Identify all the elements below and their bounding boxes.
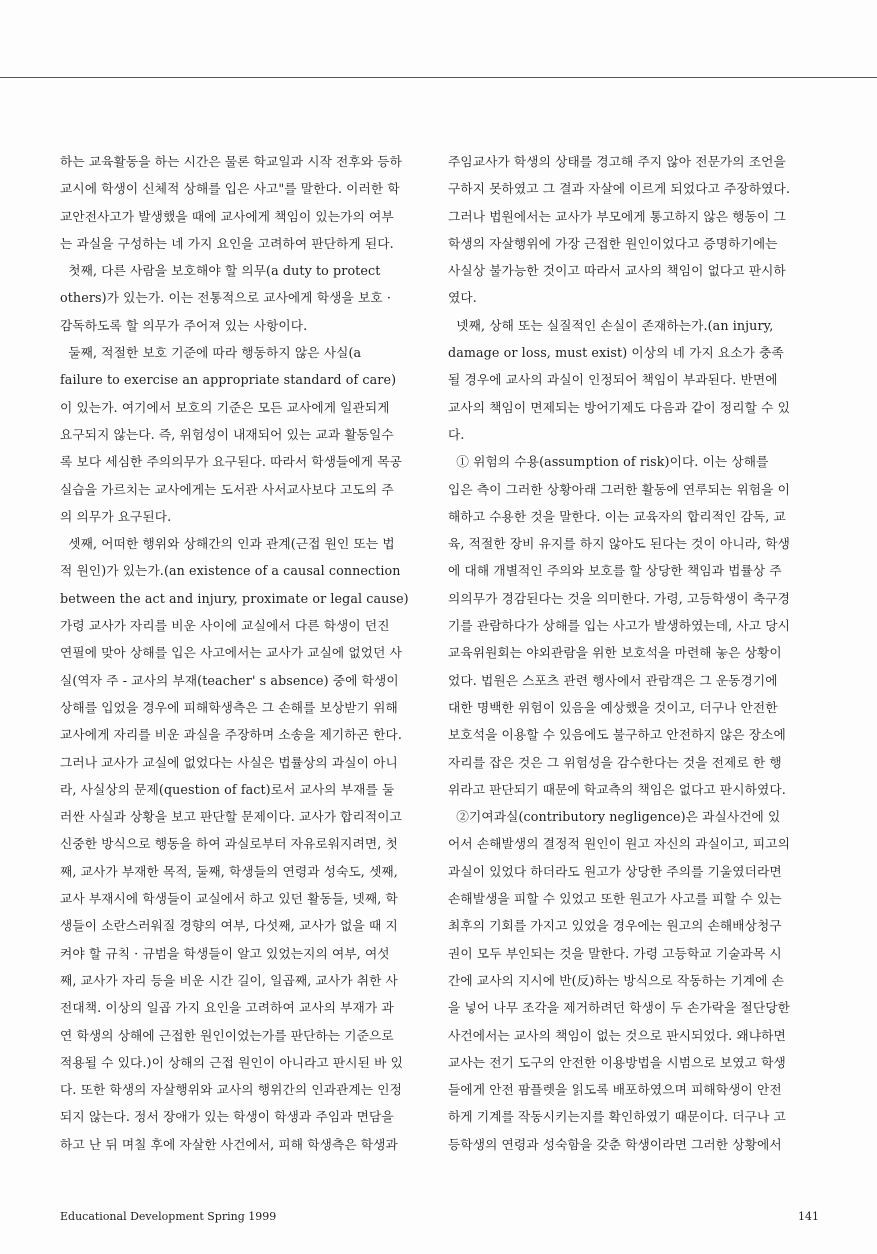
text-line: damage or loss, must exist) 이상의 네 가지 요소가 충족: [448, 345, 784, 361]
text-line: 적용될 수 있다.)이 상해의 근접 원인이 아니라고 판시된 바 있: [60, 1054, 403, 1070]
text-line: 되지 않는다. 정서 장애가 있는 학생이 학생과 주임과 면담을: [60, 1109, 394, 1125]
text-line: 최후의 기회를 가지고 있었을 경우에는 원고의 손해배상청구: [448, 918, 782, 934]
text-line: 상해를 입었을 경우에 피해학생측은 그 손해를 보상받기 위해: [60, 699, 398, 715]
text-line: 교안전사고가 발생했을 때에 교사에게 책임이 있는가의 여부: [60, 208, 394, 224]
text-line: 의의무가 경감된다는 것을 의미한다. 가령, 고등학생이 축구경: [448, 590, 790, 606]
text-line: 실습을 가르치는 교사에게는 도서관 사서교사보다 고도의 주: [60, 481, 394, 497]
text-line: between the act and injury, proximate or legal cause): [60, 590, 409, 606]
text-line: 손해발생을 피할 수 있었고 또한 원고가 사고를 피할 수 있는: [448, 891, 782, 907]
text-line: 연 학생의 상해에 근접한 원인이었는가를 판단하는 기준으로: [60, 1027, 394, 1043]
text-line: others)가 있는가. 이는 전통적으로 교사에게 학생을 보호 ·: [60, 290, 391, 306]
text-line: 록 보다 세심한 주의의무가 요구된다. 따라서 학생들에게 목공: [60, 454, 402, 470]
text-line: 교사에게 자리를 비운 과실을 주장하며 소송을 제기하곤 한다.: [60, 727, 402, 743]
text-line: 구하지 못하였고 그 결과 자살에 이르게 되었다고 주장하였다.: [448, 181, 790, 197]
text-line: 감독하도록 할 의무가 주어져 있는 사항이다.: [60, 317, 308, 333]
text-line: 교시에 학생이 신체적 상해를 입은 사고"를 말한다. 이러한 학: [60, 181, 400, 197]
text-line: 켜야 할 규칙 · 규범을 학생들이 알고 있었는지의 여부, 여섯: [60, 945, 390, 961]
text-line: ②기여과실(contributory negligence)은 과실사건에 있: [448, 809, 781, 825]
text-line: 위라고 판단되기 때문에 학교측의 책임은 없다고 판시하였다.: [448, 781, 786, 797]
text-line: 과실이 있었다 하더라도 원고가 상당한 주의를 기울였더라면: [448, 863, 782, 879]
text-line: 들에게 안전 팜플렛을 읽도록 배포하였으며 피해학생이 안전: [448, 1082, 782, 1098]
text-line: 다. 또한 학생의 자살행위와 교사의 행위간의 인과관계는 인정: [60, 1082, 402, 1098]
text-line: 러싼 사실과 상황을 보고 판단할 문제이다. 교사가 합리적이고: [60, 809, 402, 825]
text-line: 사건에서는 교사의 책임이 없는 것으로 판시되었다. 왜냐하면: [448, 1027, 786, 1043]
text-line: 학생의 자살행위에 가장 근접한 원인이었다고 증명하기에는: [448, 235, 778, 251]
text-line: 등학생의 연령과 성숙함을 갖춘 학생이라면 그러한 상황에서: [448, 1136, 782, 1152]
text-line: 둘째, 적절한 보호 기준에 따라 행동하지 않은 사실(a: [60, 345, 362, 361]
text-line: 보호석을 이용할 수 있음에도 불구하고 안전하지 않은 장소에: [448, 727, 786, 743]
text-line: 생들이 소란스러워질 경향의 여부, 다섯째, 교사가 없을 때 지: [60, 918, 398, 934]
page-number: 141: [798, 1210, 819, 1223]
text-line: 될 경우에 교사의 과실이 인정되어 책임이 부과된다. 반면에: [448, 372, 778, 388]
text-line: 교육위원회는 야외관람을 위한 보호석을 마련해 놓은 상황이: [448, 645, 782, 661]
text-line: 교사 부재시에 학생들이 교실에서 하고 있던 활동들, 넷째, 학: [60, 891, 398, 907]
text-line: 주임교사가 학생의 상태를 경고해 주지 않아 전문가의 조언을: [448, 154, 786, 169]
text-line: 어서 손해발생의 결정적 원인이 원고 자신의 과실이고, 피고의: [448, 836, 790, 852]
text-line: 하고 난 뒤 며칠 후에 자살한 사건에서, 피해 학생측은 학생과: [60, 1136, 398, 1152]
text-line: 의 의무가 요구된다.: [60, 508, 172, 524]
text-line: 가령 교사가 자리를 비운 사이에 교실에서 다른 학생이 던진: [60, 618, 390, 634]
text-line: 을 넣어 나무 조각을 제거하려던 학생이 두 손가락을 절단당한: [448, 1000, 790, 1016]
text-line: 신중한 방식으로 행동을 하여 과실로부터 자유로워지려면, 첫: [60, 836, 398, 852]
left-text-column: [60, 148, 409, 1158]
text-line: 셋째, 어떠한 행위와 상해간의 인과 관계(근접 원인 또는 법: [60, 536, 395, 552]
text-line: 권이 모두 부인되는 것을 말한다. 가령 고등학교 기술과목 시: [448, 945, 782, 961]
text-line: 해하고 수용한 것을 말한다. 이는 교육자의 합리적인 감독, 교: [448, 508, 786, 524]
header-rule: [0, 77, 877, 78]
text-line: 교사의 책임이 면제되는 방어기제도 다음과 같이 정리할 수 있: [448, 399, 790, 415]
journal-footer: Educational Development Spring 1999: [60, 1210, 277, 1223]
text-line: 전대책. 이상의 일곱 가지 요인을 고려하여 교사의 부재가 과: [60, 1000, 394, 1016]
text-line: 사실상 불가능한 것이고 따라서 교사의 책임이 없다고 판시하: [448, 263, 786, 279]
text-line: 실(역자 주 - 교사의 부재(teacher' s absence) 중에 학생이: [60, 672, 399, 688]
text-line: 그러나 교사가 교실에 없었다는 사실은 법률상의 과실이 아니: [60, 754, 398, 770]
text-line: 첫째, 다른 사람을 보호해야 할 의무(a duty to protect: [60, 263, 381, 279]
text-line: 육, 적절한 장비 유지를 하지 않아도 된다는 것이 아니라, 학생: [448, 536, 791, 552]
text-line: 자리를 잡은 것은 그 위험성을 감수한다는 것을 전제로 한 행: [448, 754, 782, 770]
text-line: 그러나 법원에서는 교사가 부모에게 통고하지 않은 행동이 그: [448, 208, 786, 224]
text-line: 적 원인)가 있는가.(an existence of a causal connection: [60, 563, 401, 579]
text-line: 다.: [448, 426, 465, 442]
text-line: 째, 교사가 부재한 목적, 둘째, 학생들의 연령과 성숙도, 셋째,: [60, 863, 398, 879]
text-line: 간에 교사의 지시에 반(反)하는 방식으로 작동하는 기계에 손: [448, 972, 785, 988]
text-line: 연필에 맞아 상해를 입은 사고에서는 교사가 교실에 없었던 사: [60, 645, 402, 661]
text-line: 요구되지 않는다. 즉, 위험성이 내재되어 있는 교과 활동일수: [60, 426, 394, 442]
right-text-column: [448, 148, 793, 1158]
text-line: 하게 기계를 작동시키는지를 확인하였기 때문이다. 더구나 고: [448, 1109, 786, 1125]
text-line: 하는 교육활동을 하는 시간은 물론 학교일과 시작 전후와 등하: [60, 154, 402, 169]
text-line: 라, 사실상의 문제(question of fact)로서 교사의 부재를 둘: [60, 781, 395, 797]
text-line: 는 과실을 구성하는 네 가지 요인을 고려하여 판단하게 된다.: [60, 235, 394, 251]
text-line: 이 있는가. 여기에서 보호의 기준은 모든 교사에게 일관되게: [60, 399, 390, 415]
text-line: 넷째, 상해 또는 실질적인 손실이 존재하는가.(an injury,: [448, 317, 774, 333]
text-line: failure to exercise an appropriate standard of care): [60, 372, 397, 388]
text-line: ① 위험의 수용(assumption of risk)이다. 이는 상해를: [448, 454, 769, 470]
text-line: 기를 관람하다가 상해를 입는 사고가 발생하였는데, 사고 당시: [448, 618, 790, 634]
text-line: 교사는 전기 도구의 안전한 이용방법을 시범으로 보였고 학생: [448, 1054, 786, 1070]
text-line: 입은 측이 그러한 상황아래 그러한 활동에 연루되는 위험을 이: [448, 481, 790, 497]
text-line: 에 대해 개별적인 주의와 보호를 할 상당한 책임과 법률상 주: [448, 563, 782, 579]
text-line: 였다.: [448, 290, 477, 306]
text-line: 었다. 법원은 스포츠 관련 행사에서 관람객은 그 운동경기에: [448, 672, 778, 688]
text-line: 대한 명백한 위험이 있음을 예상했을 것이고, 더구나 안전한: [448, 699, 778, 715]
text-line: 째, 교사가 자리 등을 비운 시간 길이, 일곱째, 교사가 취한 사: [60, 972, 398, 988]
